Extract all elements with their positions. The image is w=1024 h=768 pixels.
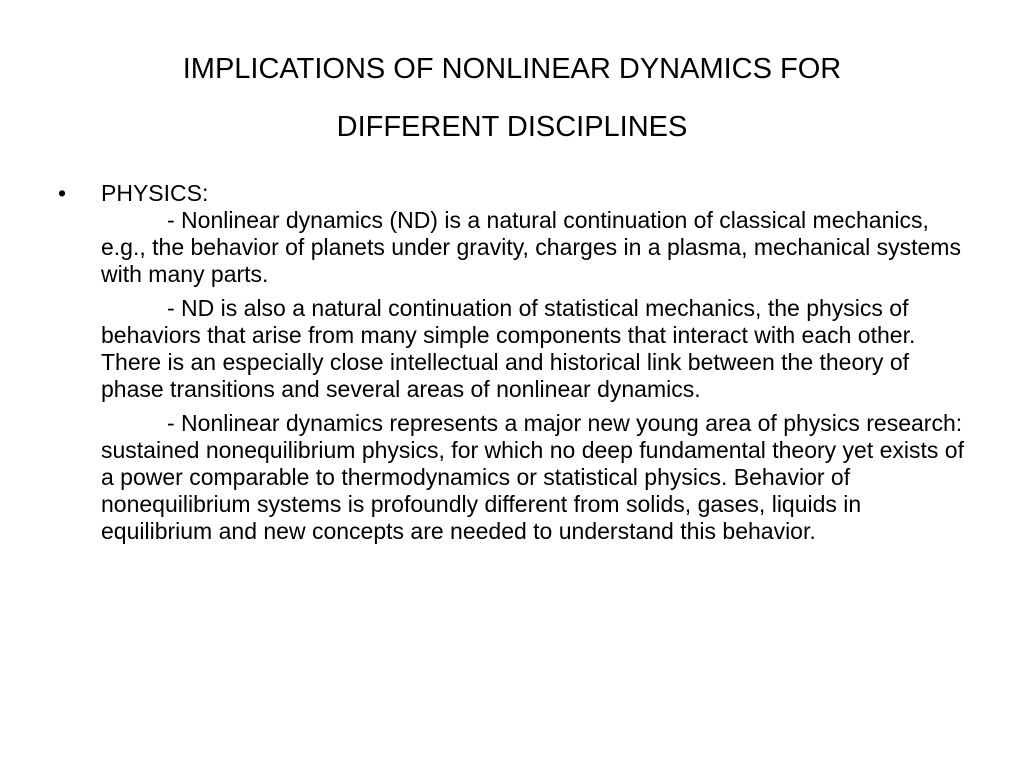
slide-title xyxy=(60,40,964,156)
paragraph-3: - Nonlinear dynamics represents a major new young area of physics research: sustained nonequilibrium physics, for which no deep fundamental theory yet exists of a power comparable to thermodynamics or statistical physics. Behavior of nonequilibrium systems is profoundly different from solids, gases, liquids in equilibrium and new concepts are needed to understand this behavior. xyxy=(101,410,964,544)
title-line-1: IMPLICATIONS OF NONLINEAR DYNAMICS FOR xyxy=(182,53,842,85)
bullet-section-physics xyxy=(58,180,978,545)
paragraph-1: - Nonlinear dynamics (ND) is a natural continuation of classical mechanics, e.g., the behavior of planets under gravity, charges in a plasma, mechanical systems with many parts. xyxy=(101,207,961,287)
section-heading: PHYSICS: xyxy=(101,180,209,206)
slide-body xyxy=(58,180,978,552)
bullet-icon: • xyxy=(58,180,67,206)
title-line-2: DIFFERENT DISCIPLINES xyxy=(336,111,688,143)
paragraph-2: - ND is also a natural continuation of statistical mechanics, the physics of behaviors that arise from many simple components that interact with each other. There is an especially close intellectual and historical link between the theory of phase transitions and several areas of nonlinear dynamics. xyxy=(101,295,916,402)
